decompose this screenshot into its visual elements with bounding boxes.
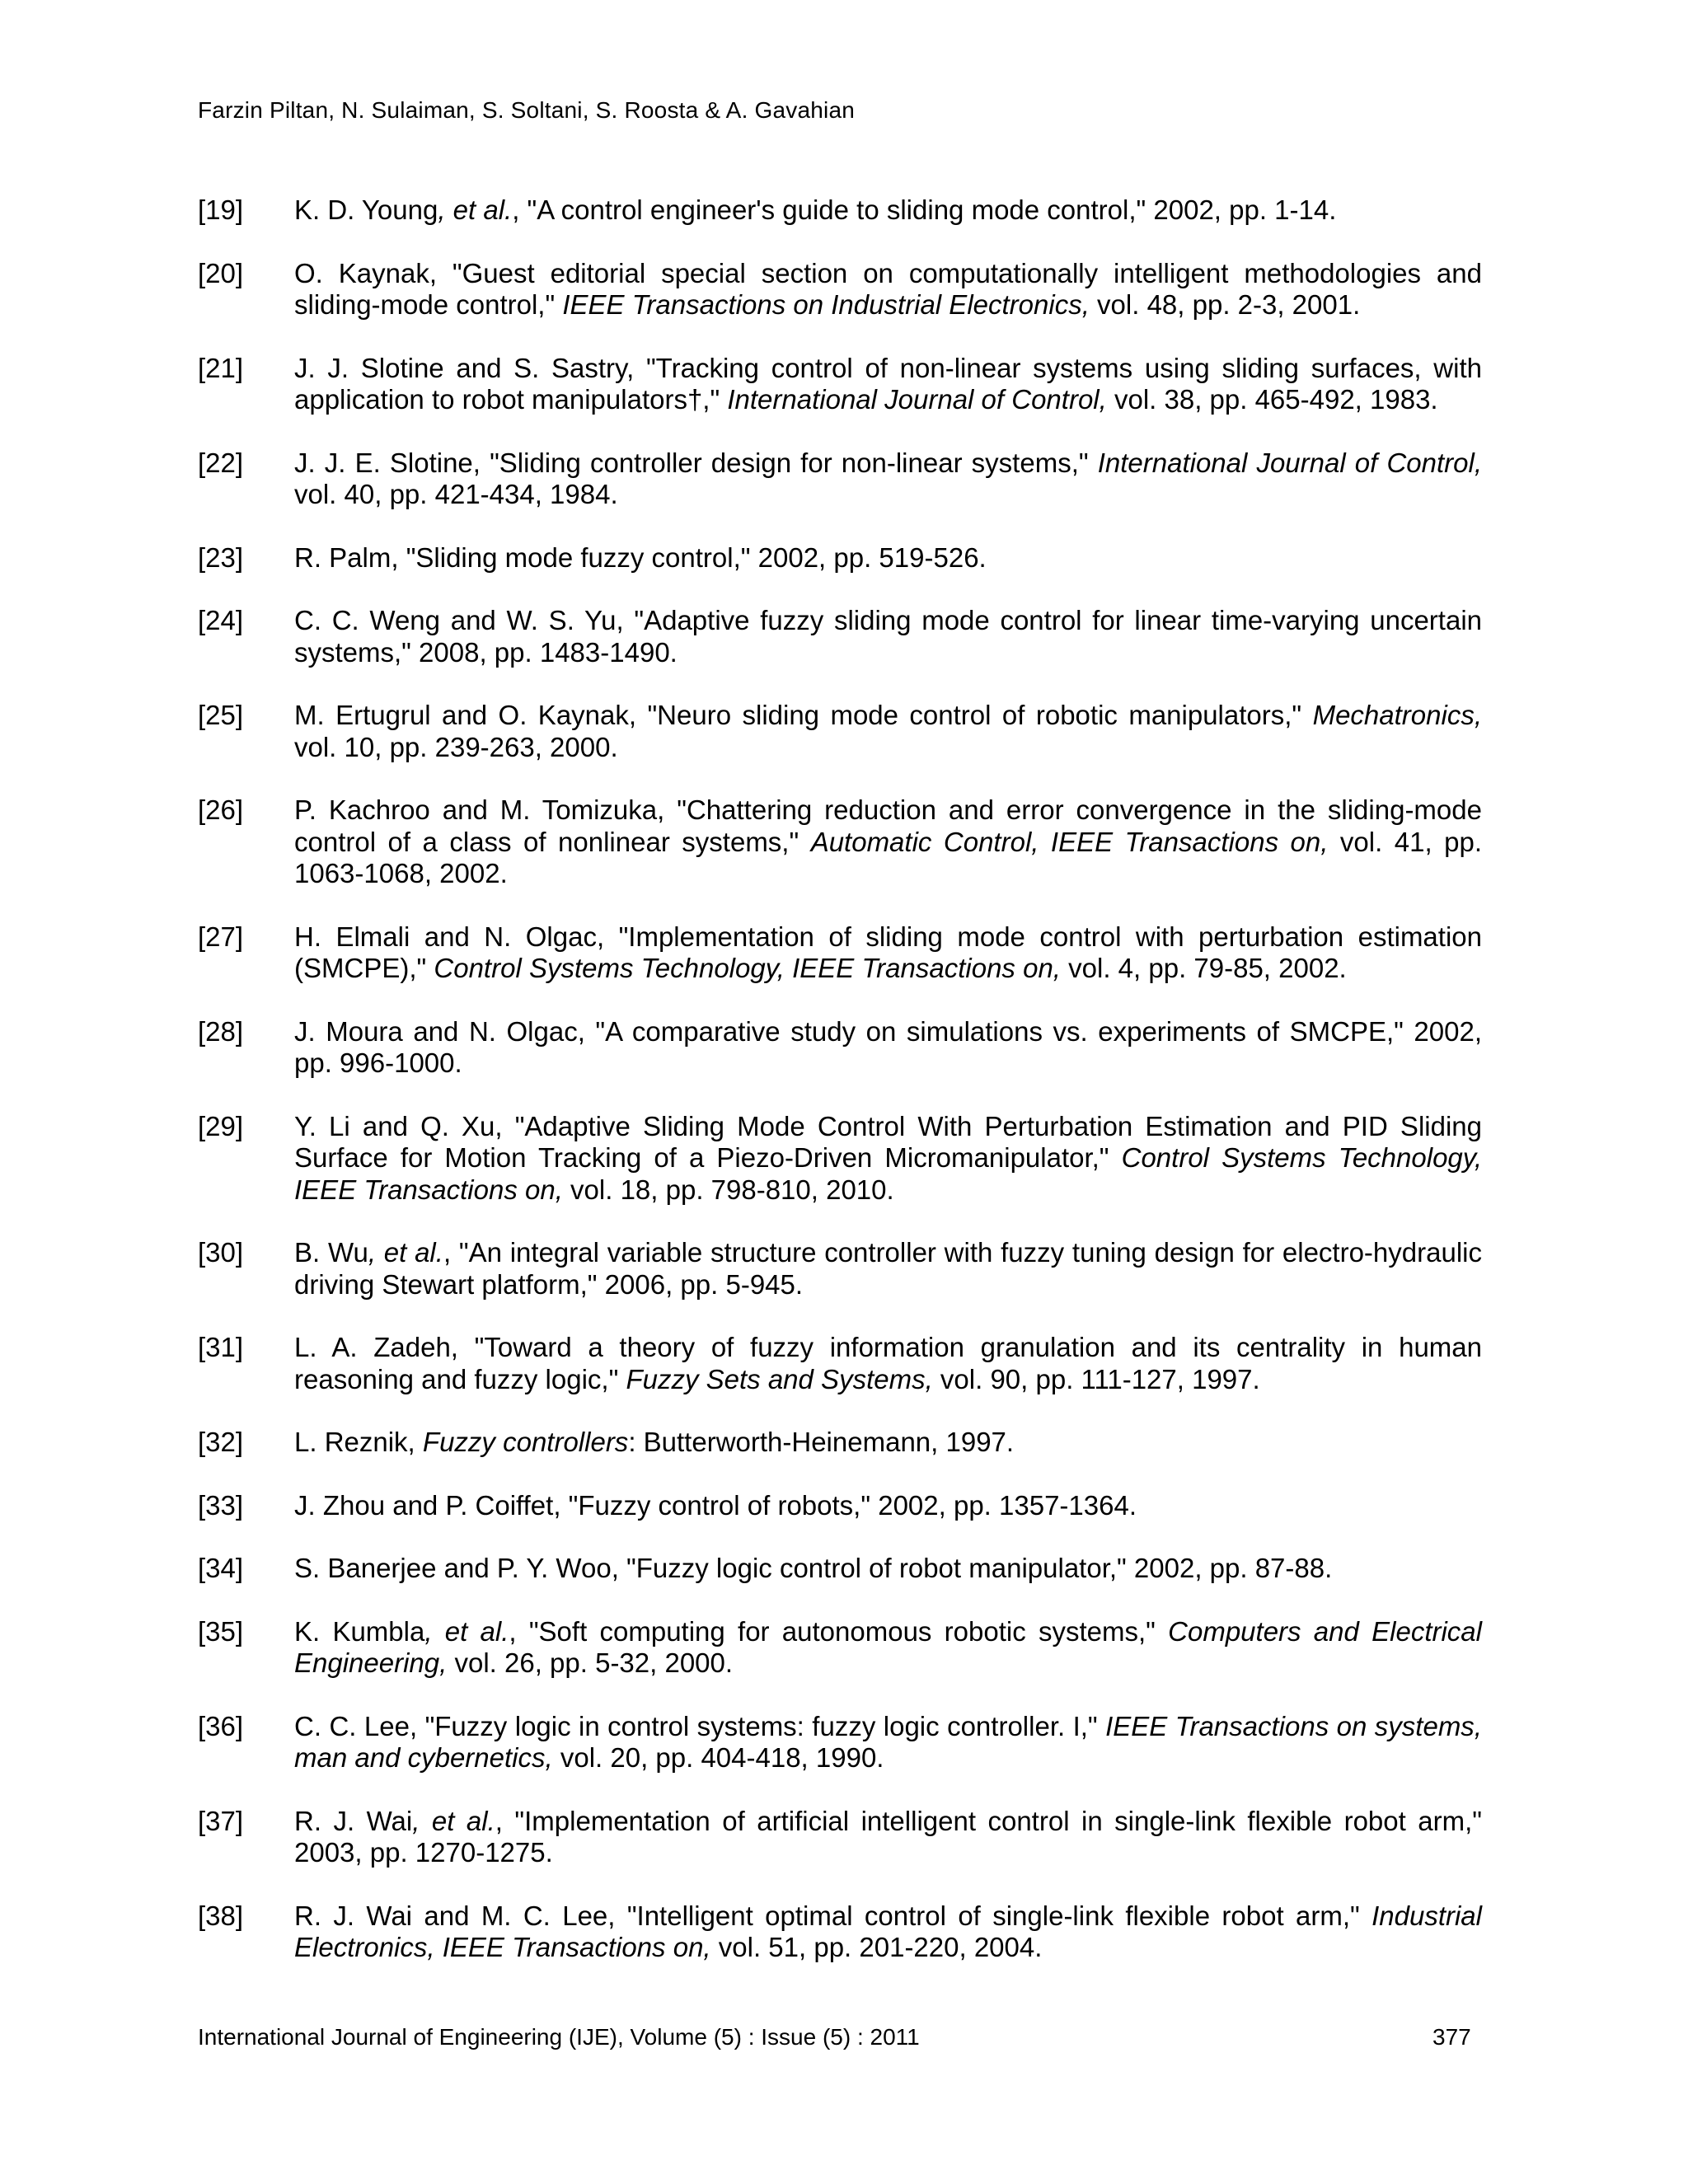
- reference-list: [198, 194, 1482, 1964]
- reference-text: [294, 1616, 1482, 1679]
- reference-text: [294, 1490, 1137, 1521]
- reference-segment: R. J. Wai: [294, 1805, 413, 1836]
- reference-segment: vol. 4, pp. 79-85, 2002.: [1060, 953, 1347, 983]
- reference-number: [24]: [198, 605, 244, 635]
- reference-text: [294, 1900, 1482, 1963]
- reference-segment: L. Reznik,: [294, 1427, 423, 1457]
- reference-italic-segment: , et al.: [368, 1237, 443, 1268]
- reference-italic-segment: Fuzzy controllers: [422, 1427, 629, 1457]
- reference-text: [294, 1237, 1482, 1300]
- reference-number: [23]: [198, 541, 244, 573]
- reference-segment: , "An integral variable structure controller with fuzzy tuning design for electro-hydraulic driving Stewart platform," 2006, pp. 5-945.: [294, 1237, 1482, 1300]
- reference-number: [36]: [198, 1710, 244, 1741]
- reference-segment: vol. 38, pp. 465-492, 1983.: [1106, 384, 1438, 415]
- reference-text: [294, 1427, 1014, 1457]
- reference-italic-segment: Control Systems Technology, IEEE Transactions on,: [294, 1142, 1482, 1205]
- reference-text: [294, 194, 1336, 225]
- reference-item: [198, 700, 1482, 763]
- reference-item: [198, 194, 1482, 227]
- reference-segment: B. Wu: [294, 1237, 368, 1268]
- reference-italic-segment: International Journal of Control,: [1097, 447, 1482, 478]
- reference-italic-segment: Control Systems Technology, IEEE Transactions on,: [434, 953, 1061, 983]
- reference-italic-segment: , et al.: [412, 1805, 495, 1836]
- reference-text: [294, 794, 1482, 888]
- reference-text: [294, 1332, 1482, 1394]
- reference-italic-segment: Fuzzy Sets and Systems,: [626, 1363, 933, 1394]
- reference-number: [28]: [198, 1015, 244, 1047]
- reference-item: [198, 353, 1482, 416]
- reference-italic-segment: Industrial Electronics, IEEE Transactions on,: [294, 1900, 1482, 1962]
- footer-journal-citation: International Journal of Engineering (IJE), Volume (5) : Issue (5) : 2011: [198, 2024, 920, 2050]
- reference-segment: , "Soft computing for autonomous robotic systems,": [509, 1615, 1169, 1647]
- reference-number: [26]: [198, 794, 244, 825]
- reference-segment: vol. 48, pp. 2-3, 2001.: [1089, 289, 1361, 320]
- reference-item: [198, 794, 1482, 890]
- reference-segment: M. Ertugrul and O. Kaynak, "Neuro sliding mode control of robotic manipulators,": [294, 700, 1313, 730]
- reference-italic-segment: IEEE Transactions on systems, man and cybernetics,: [294, 1710, 1482, 1773]
- reference-segment: C. C. Weng and W. S. Yu, "Adaptive fuzzy sliding mode control for linear time-varying uncertain systems," 2008, pp. 1483-1490.: [294, 605, 1482, 668]
- reference-italic-segment: IEEE Transactions on Industrial Electronics,: [562, 289, 1090, 320]
- reference-item: [198, 258, 1482, 321]
- reference-number: [35]: [198, 1615, 244, 1647]
- reference-text: [294, 1806, 1482, 1868]
- reference-text: [294, 1111, 1482, 1205]
- reference-item: [198, 1237, 1482, 1301]
- reference-segment: O. Kaynak, "Guest editorial special section on computationally intelligent methodologies and sliding-mode control,": [294, 257, 1482, 320]
- reference-segment: S. Banerjee and P. Y. Woo, "Fuzzy logic control of robot manipulator," 2002, pp. 87-88.: [294, 1553, 1333, 1583]
- reference-text: [294, 1711, 1482, 1774]
- reference-item: [198, 1806, 1482, 1869]
- reference-segment: L. A. Zadeh, "Toward a theory of fuzzy information granulation and its centrality in human reasoning and fuzzy logic,": [294, 1332, 1482, 1394]
- reference-segment: H. Elmali and N. Olgac, "Implementation of sliding mode control with perturbation estimation (SMCPE),": [294, 921, 1482, 983]
- reference-segment: vol. 90, pp. 111-127, 1997.: [932, 1363, 1260, 1394]
- reference-text: [294, 700, 1482, 762]
- reference-segment: J. Moura and N. Olgac, "A comparative study on simulations vs. experiments of SMCPE," 2002, pp. 996-1000.: [294, 1015, 1482, 1078]
- reference-text: [294, 448, 1482, 510]
- reference-number: [33]: [198, 1489, 244, 1521]
- reference-item: [198, 1427, 1482, 1459]
- reference-italic-segment: , et al.: [424, 1615, 509, 1647]
- reference-italic-segment: Automatic Control, IEEE Transactions on,: [810, 826, 1329, 857]
- reference-item: [198, 1332, 1482, 1395]
- reference-italic-segment: Computers and Electrical Engineering,: [294, 1615, 1482, 1678]
- reference-number: [31]: [198, 1332, 244, 1362]
- reference-italic-segment: Mechatronics,: [1312, 700, 1482, 730]
- reference-item: [198, 1616, 1482, 1680]
- reference-segment: J. Zhou and P. Coiffet, "Fuzzy control of robots," 2002, pp. 1357-1364.: [294, 1489, 1137, 1521]
- reference-number: [22]: [198, 447, 244, 478]
- reference-number: [20]: [198, 257, 244, 288]
- reference-item: [198, 605, 1482, 668]
- reference-italic-segment: , et al.: [438, 194, 513, 225]
- reference-segment: vol. 41, pp. 1063-1068, 2002.: [294, 826, 1482, 888]
- reference-item: [198, 448, 1482, 511]
- reference-text: [294, 542, 987, 573]
- reference-text: [294, 353, 1482, 415]
- reference-segment: C. C. Lee, "Fuzzy logic in control systems: fuzzy logic controller. I,": [294, 1710, 1106, 1741]
- reference-segment: K. Kumbla: [294, 1615, 425, 1647]
- reference-segment: P. Kachroo and M. Tomizuka, "Chattering reduction and error convergence in the sliding-mode control of a class of nonlinear systems,": [294, 794, 1482, 857]
- running-header-authors: Farzin Piltan, N. Sulaiman, S. Soltani, S. Roosta & A. Gavahian: [198, 97, 855, 123]
- reference-item: [198, 1553, 1482, 1585]
- reference-number: [30]: [198, 1237, 244, 1268]
- reference-number: [21]: [198, 352, 244, 383]
- reference-segment: J. J. Slotine and S. Sastry, "Tracking control of non-linear systems using sliding surfaces, with application to robot manipulators†,": [294, 352, 1482, 415]
- reference-segment: : Butterworth-Heinemann, 1997.: [628, 1427, 1015, 1457]
- reference-segment: vol. 10, pp. 239-263, 2000.: [294, 731, 618, 762]
- reference-number: [34]: [198, 1553, 244, 1583]
- reference-item: [198, 1711, 1482, 1774]
- reference-number: [32]: [198, 1427, 244, 1457]
- reference-number: [38]: [198, 1900, 244, 1931]
- reference-segment: , "A control engineer's guide to sliding mode control," 2002, pp. 1-14.: [512, 194, 1337, 225]
- reference-number: [27]: [198, 921, 244, 952]
- reference-item: [198, 1490, 1482, 1522]
- reference-text: [294, 605, 1482, 668]
- reference-segment: vol. 18, pp. 798-810, 2010.: [562, 1174, 894, 1205]
- reference-number: [29]: [198, 1110, 244, 1141]
- footer-page-number: 377: [1432, 2024, 1471, 2050]
- reference-segment: vol. 26, pp. 5-32, 2000.: [447, 1647, 734, 1678]
- reference-item: [198, 542, 1482, 574]
- reference-segment: J. J. E. Slotine, "Sliding controller design for non-linear systems,": [294, 447, 1098, 478]
- reference-number: [37]: [198, 1805, 244, 1836]
- reference-segment: , "Implementation of artificial intelligent control in single-link flexible robot arm," 2003, pp. 1270-1275.: [294, 1805, 1482, 1868]
- reference-segment: vol. 20, pp. 404-418, 1990.: [552, 1742, 884, 1773]
- reference-item: [198, 1111, 1482, 1207]
- reference-text: [294, 1553, 1332, 1583]
- reference-item: [198, 1900, 1482, 1964]
- reference-item: [198, 1016, 1482, 1080]
- reference-segment: vol. 51, pp. 201-220, 2004.: [710, 1932, 1043, 1962]
- reference-segment: K. D. Young: [294, 194, 438, 225]
- reference-segment: vol. 40, pp. 421-434, 1984.: [294, 479, 618, 509]
- reference-segment: Y. Li and Q. Xu, "Adaptive Sliding Mode Control With Perturbation Estimation and PID Sliding Surface for Motion Tracking of a Piezo-Driven Micromanipulator,": [294, 1110, 1482, 1173]
- reference-segment: R. J. Wai and M. C. Lee, "Intelligent optimal control of single-link flexible robot arm,": [294, 1900, 1372, 1931]
- reference-item: [198, 921, 1482, 985]
- reference-text: [294, 1016, 1482, 1079]
- reference-text: [294, 921, 1482, 984]
- reference-italic-segment: International Journal of Control,: [727, 384, 1107, 415]
- reference-number: [19]: [198, 194, 244, 225]
- reference-number: [25]: [198, 700, 244, 730]
- reference-segment: R. Palm, "Sliding mode fuzzy control," 2002, pp. 519-526.: [294, 541, 987, 573]
- reference-text: [294, 258, 1482, 321]
